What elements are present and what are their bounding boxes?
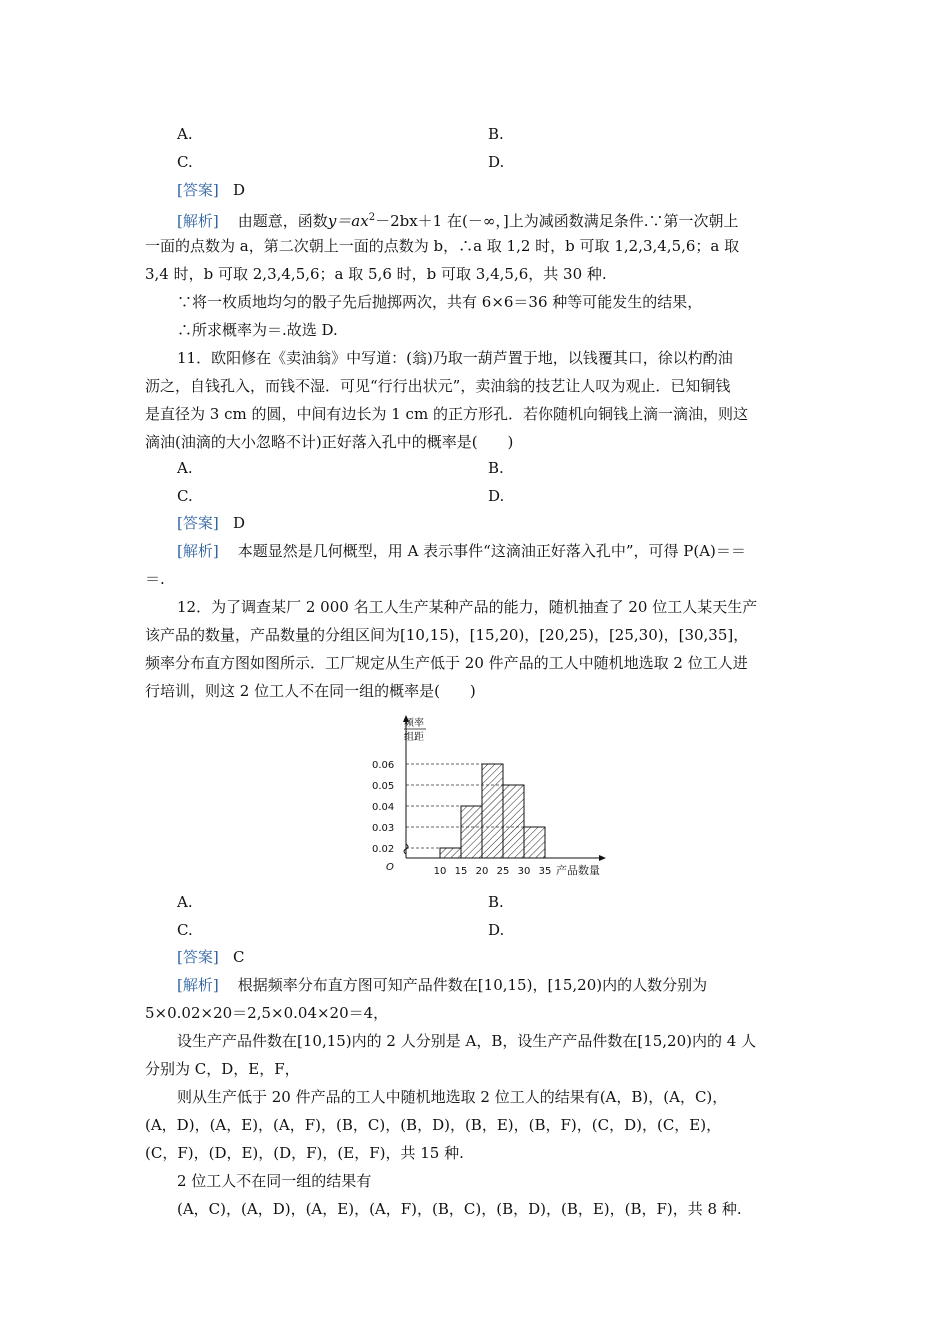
y-axis-title-denominator: 组距	[404, 732, 424, 743]
q11-stem-line-4: 滴油(油滴的大小忽略不计)正好落入孔中的概率是( )	[145, 433, 514, 451]
q10-analysis-line-4: ∵将一枚质地均匀的骰子先后抛掷两次，共有 6×6＝36 种等可能发生的结果，	[177, 293, 703, 311]
q10-analysis-line-2: 一面的点数为 a，第二次朝上一面的点数为 b，∴a 取 1,2 时，b 可取 1,2,3,4,5,6；a 取	[145, 237, 740, 255]
y-tick-label: 0.05	[372, 781, 395, 792]
y-tick-label: 0.04	[372, 802, 395, 813]
q12-stem-line-3: 频率分布直方图如图所示．工厂规定从生产低于 20 件产品的工人中随机地选取 2 位工人进	[145, 654, 748, 672]
y-tick-label: 0.03	[372, 823, 395, 834]
histogram-bar-2	[482, 764, 503, 858]
y-tick-label: 0.02	[372, 844, 395, 855]
q12-answer	[177, 947, 245, 967]
q12-analysis-line-9: (A，C)，(A，D)，(A，E)，(A，F)，(B，C)，(B，D)，(B，E)，(B，F)，共 8 种.	[177, 1200, 742, 1218]
q11-stem-line-2: 沥之，自钱孔入，而钱不湿．可见“行行出状元”，卖油翁的技艺让人叹为观止．已知铜钱	[145, 377, 731, 395]
answer-tag: [答案]	[177, 948, 219, 966]
q12-stem-line-1: 12．为了调查某厂 2 000 名工人生产某种产品的能力，随机抽查了 20 位工人某天生产	[177, 598, 758, 616]
q11-option-b: B.	[488, 459, 504, 477]
analysis-tag: [解析]	[177, 976, 219, 994]
histogram-bar-1	[461, 806, 482, 858]
exponent: 2	[368, 212, 376, 223]
q12-analysis-line-4: 分别为 C，D，E，F，	[145, 1060, 300, 1078]
answer-value: C	[233, 948, 245, 966]
q11-option-a: A.	[177, 459, 193, 477]
q12-analysis-line-2: 5×0.02×20＝2,5×0.04×20＝4，	[145, 1004, 389, 1022]
answer-tag: [答案]	[177, 181, 219, 199]
q12-analysis-line-5: 则从生产低于 20 件产品的工人中随机地选取 2 位工人的结果有(A，B)，(A，C)，	[177, 1088, 728, 1106]
q11-stem-line-1: 11．欧阳修在《卖油翁》中写道：(翁)乃取一葫芦置于地，以钱覆其口，徐以杓酌油	[177, 349, 733, 367]
histogram-bar-0	[440, 848, 461, 858]
x-axis-title: 产品数量	[556, 864, 600, 877]
q10-option-c: C.	[177, 153, 193, 171]
x-tick-label: 35	[538, 866, 552, 877]
analysis-formula: y＝ax	[327, 212, 369, 230]
q10-analysis-line-3: 3,4 时，b 可取 2,3,4,5,6；a 取 5,6 时，b 可取 3,4,5,6，共 30 种.	[145, 265, 607, 283]
q10-option-b: B.	[488, 125, 504, 143]
analysis-text: 由题意，函数	[237, 212, 328, 230]
q12-analysis-line-1	[177, 975, 707, 995]
x-tick-label: 10	[433, 866, 447, 877]
x-tick-label: 20	[475, 866, 489, 877]
q12-analysis-line-3: 设生产产品件数在[10,15)内的 2 人分别是 A，B，设生产产品件数在[15,20)内的 4 人	[177, 1032, 757, 1050]
frequency-histogram	[370, 712, 620, 882]
origin-label: O	[386, 862, 394, 873]
analysis-text: 本题显然是几何概型，用 A 表示事件“这滴油正好落入孔中”，可得 P(A)＝＝	[237, 542, 746, 560]
q12-option-d: D.	[488, 921, 505, 939]
q10-option-a: A.	[177, 125, 193, 143]
q12-analysis-line-6: (A，D)，(A，E)，(A，F)，(B，C)，(B，D)，(B，E)，(B，F)，(C，D)，(C，E)，	[145, 1116, 722, 1134]
q12-stem-line-2: 该产品的数量，产品数量的分组区间为[10,15)，[15,20)，[20,25)，[25,30)，[30,35]，	[145, 626, 749, 644]
q10-analysis-line-1	[177, 208, 738, 231]
q12-option-b: B.	[488, 893, 504, 911]
analysis-text: －2bx＋1 在(－∞，]上为减函数满足条件.∵第一次朝上	[375, 212, 739, 230]
answer-tag: [答案]	[177, 514, 219, 532]
q11-option-d: D.	[488, 487, 505, 505]
y-tick-label: 0.06	[372, 760, 395, 771]
x-tick-label: 15	[454, 866, 468, 877]
analysis-text: 根据频率分布直方图可知产品件数在[10,15)，[15,20)内的人数分别为	[237, 976, 708, 994]
q12-stem-line-4: 行培训，则这 2 位工人不在同一组的概率是( )	[145, 682, 476, 700]
analysis-tag: [解析]	[177, 542, 219, 560]
q11-answer	[177, 513, 245, 533]
q10-option-d: D.	[488, 153, 505, 171]
q10-analysis-line-5: ∴所求概率为＝.故选 D.	[177, 321, 338, 339]
x-axis-arrow	[599, 855, 606, 861]
histogram-bar-3	[503, 785, 524, 858]
q12-analysis-line-8: 2 位工人不在同一组的结果有	[177, 1172, 372, 1190]
x-tick-label: 30	[517, 866, 531, 877]
y-axis-title-numerator: 频率	[404, 718, 424, 729]
answer-value: D	[233, 181, 246, 199]
q10-answer	[177, 180, 245, 200]
q11-stem-line-3: 是直径为 3 cm 的圆，中间有边长为 1 cm 的正方形孔．若你随机向铜钱上滴一滴油，则这	[145, 405, 748, 423]
answer-value: D	[233, 514, 246, 532]
q12-analysis-line-7: (C，F)，(D，E)，(D，F)，(E，F)，共 15 种.	[145, 1144, 464, 1162]
q11-analysis-line-1	[177, 541, 746, 561]
analysis-tag: [解析]	[177, 212, 219, 230]
x-tick-label: 25	[496, 866, 510, 877]
q11-analysis-line-2: ＝.	[145, 570, 165, 588]
q11-option-c: C.	[177, 487, 193, 505]
q12-option-c: C.	[177, 921, 193, 939]
histogram-bar-4	[524, 827, 545, 858]
q12-option-a: A.	[177, 893, 193, 911]
